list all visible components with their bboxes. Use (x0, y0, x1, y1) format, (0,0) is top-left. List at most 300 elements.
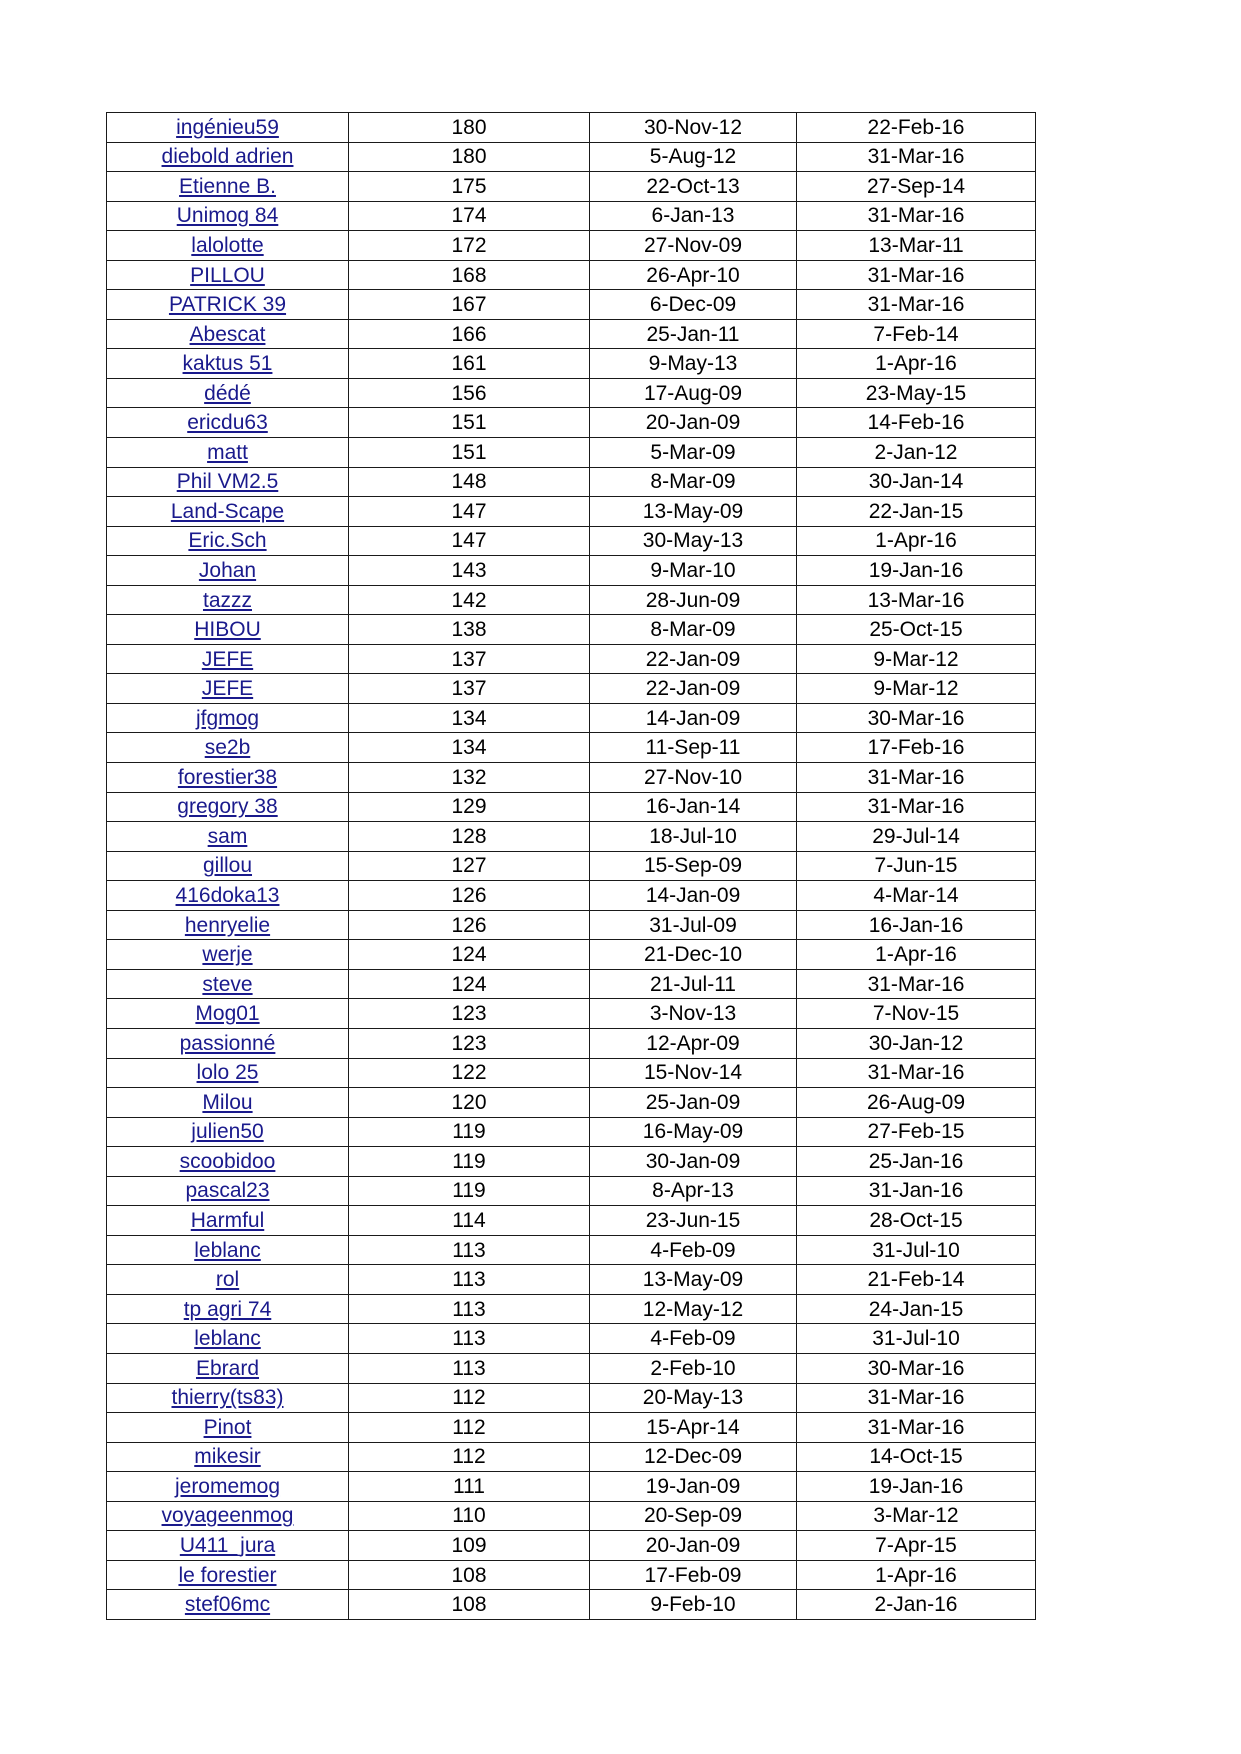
member-cell (107, 1442, 349, 1472)
first-post-date-cell: 8-Mar-09 (590, 615, 797, 645)
last-post-date-cell: 1-Apr-16 (797, 1560, 1036, 1590)
member-cell (107, 822, 349, 852)
member-cell (107, 615, 349, 645)
table-row (107, 1531, 1036, 1561)
member-cell (107, 1028, 349, 1058)
first-post-date-cell: 13-May-09 (590, 1265, 797, 1295)
first-post-date-cell: 21-Jul-11 (590, 969, 797, 999)
post-count-cell: 124 (349, 940, 590, 970)
first-post-date-cell: 4-Feb-09 (590, 1235, 797, 1265)
first-post-date-cell: 25-Jan-09 (590, 1088, 797, 1118)
post-count-cell: 161 (349, 349, 590, 379)
first-post-date-cell: 20-Jan-09 (590, 1531, 797, 1561)
last-post-date-cell: 28-Oct-15 (797, 1206, 1036, 1236)
first-post-date-cell: 19-Jan-09 (590, 1472, 797, 1502)
member-link[interactable]: Ebrard (195, 1356, 260, 1380)
post-count-cell: 156 (349, 378, 590, 408)
first-post-date-cell: 4-Feb-09 (590, 1324, 797, 1354)
post-count-cell: 108 (349, 1590, 590, 1620)
first-post-date-cell: 8-Apr-13 (590, 1176, 797, 1206)
first-post-date-cell: 15-Sep-09 (590, 851, 797, 881)
member-cell (107, 999, 349, 1029)
table-row (107, 733, 1036, 763)
first-post-date-cell: 15-Apr-14 (590, 1413, 797, 1443)
post-count-cell: 126 (349, 881, 590, 911)
first-post-date-cell: 9-Feb-10 (590, 1590, 797, 1620)
first-post-date-cell: 15-Nov-14 (590, 1058, 797, 1088)
first-post-date-cell: 17-Feb-09 (590, 1560, 797, 1590)
post-count-cell: 147 (349, 497, 590, 527)
member-link[interactable]: Milou (202, 1090, 253, 1114)
first-post-date-cell: 16-Jan-14 (590, 792, 797, 822)
last-post-date-cell: 29-Jul-14 (797, 822, 1036, 852)
first-post-date-cell: 31-Jul-09 (590, 910, 797, 940)
member-link[interactable]: pascal23 (185, 1179, 270, 1203)
table-row (107, 378, 1036, 408)
member-cell (107, 1058, 349, 1088)
member-cell (107, 526, 349, 556)
table-row (107, 910, 1036, 940)
last-post-date-cell: 22-Jan-15 (797, 497, 1036, 527)
member-link[interactable]: diebold adrien (161, 145, 294, 169)
member-cell (107, 378, 349, 408)
last-post-date-cell: 27-Feb-15 (797, 1117, 1036, 1147)
table-row (107, 1501, 1036, 1531)
last-post-date-cell: 27-Sep-14 (797, 172, 1036, 202)
first-post-date-cell: 26-Apr-10 (590, 260, 797, 290)
member-cell (107, 1294, 349, 1324)
post-count-cell: 129 (349, 792, 590, 822)
first-post-date-cell: 22-Jan-09 (590, 644, 797, 674)
member-link[interactable]: U411_jura (179, 1534, 276, 1558)
first-post-date-cell: 3-Nov-13 (590, 999, 797, 1029)
first-post-date-cell: 25-Jan-11 (590, 319, 797, 349)
post-count-cell: 128 (349, 822, 590, 852)
member-cell (107, 349, 349, 379)
first-post-date-cell: 9-Mar-10 (590, 556, 797, 586)
table-row (107, 1294, 1036, 1324)
member-link[interactable]: Mog01 (195, 1002, 260, 1026)
table-row (107, 881, 1036, 911)
member-cell (107, 940, 349, 970)
post-count-cell: 167 (349, 290, 590, 320)
post-count-cell: 112 (349, 1442, 590, 1472)
table-row (107, 408, 1036, 438)
post-count-cell: 112 (349, 1413, 590, 1443)
member-cell (107, 969, 349, 999)
table-row (107, 822, 1036, 852)
post-count-cell: 137 (349, 674, 590, 704)
table-row (107, 467, 1036, 497)
post-count-cell: 119 (349, 1176, 590, 1206)
last-post-date-cell: 31-Mar-16 (797, 201, 1036, 231)
first-post-date-cell: 22-Oct-13 (590, 172, 797, 202)
first-post-date-cell: 30-May-13 (590, 526, 797, 556)
table-row (107, 260, 1036, 290)
post-count-cell: 120 (349, 1088, 590, 1118)
last-post-date-cell: 14-Oct-15 (797, 1442, 1036, 1472)
member-cell (107, 1206, 349, 1236)
last-post-date-cell: 30-Jan-12 (797, 1028, 1036, 1058)
member-cell (107, 1117, 349, 1147)
post-count-cell: 151 (349, 408, 590, 438)
post-count-cell: 119 (349, 1147, 590, 1177)
last-post-date-cell: 1-Apr-16 (797, 526, 1036, 556)
last-post-date-cell: 31-Jan-16 (797, 1176, 1036, 1206)
post-count-cell: 112 (349, 1383, 590, 1413)
member-cell (107, 1531, 349, 1561)
member-link[interactable]: rol (215, 1268, 240, 1292)
last-post-date-cell: 23-May-15 (797, 378, 1036, 408)
table-row (107, 1147, 1036, 1177)
last-post-date-cell: 31-Mar-16 (797, 969, 1036, 999)
last-post-date-cell: 30-Jan-14 (797, 467, 1036, 497)
last-post-date-cell: 13-Mar-11 (797, 231, 1036, 261)
member-link[interactable]: sam (207, 824, 248, 848)
member-link[interactable]: mikesir (194, 1445, 261, 1469)
post-count-cell: 132 (349, 763, 590, 793)
member-link[interactable]: lolo 25 (196, 1061, 259, 1085)
member-cell (107, 792, 349, 822)
table-row (107, 1353, 1036, 1383)
table-row (107, 1265, 1036, 1295)
last-post-date-cell: 31-Mar-16 (797, 1058, 1036, 1088)
member-link[interactable]: Land-Scape (170, 499, 285, 523)
member-cell (107, 733, 349, 763)
first-post-date-cell: 23-Jun-15 (590, 1206, 797, 1236)
first-post-date-cell: 5-Mar-09 (590, 438, 797, 468)
table-row (107, 1028, 1036, 1058)
post-count-cell: 127 (349, 851, 590, 881)
first-post-date-cell: 20-Sep-09 (590, 1501, 797, 1531)
table-row (107, 556, 1036, 586)
post-count-cell: 126 (349, 910, 590, 940)
member-link[interactable]: jeromemog (174, 1474, 281, 1498)
member-cell (107, 201, 349, 231)
table-row (107, 1176, 1036, 1206)
post-count-cell: 124 (349, 969, 590, 999)
member-cell (107, 1235, 349, 1265)
post-count-cell: 175 (349, 172, 590, 202)
member-link[interactable]: scoobidoo (179, 1149, 276, 1173)
table-row (107, 113, 1036, 143)
post-count-cell: 142 (349, 585, 590, 615)
member-cell (107, 1147, 349, 1177)
member-link[interactable]: thierry(ts83) (171, 1386, 284, 1410)
member-link[interactable]: passionné (179, 1031, 276, 1055)
member-cell (107, 172, 349, 202)
last-post-date-cell: 19-Jan-16 (797, 1472, 1036, 1502)
member-link[interactable]: se2b (204, 736, 251, 760)
member-link[interactable]: Pinot (203, 1415, 252, 1439)
member-link[interactable]: julien50 (191, 1120, 264, 1144)
table-row (107, 1117, 1036, 1147)
post-count-cell: 108 (349, 1560, 590, 1590)
member-cell (107, 408, 349, 438)
table-row (107, 969, 1036, 999)
member-link[interactable]: henryelie (184, 913, 271, 937)
member-cell (107, 142, 349, 172)
member-link[interactable]: Phil VM2.5 (176, 470, 279, 494)
member-link[interactable]: dédé (204, 381, 251, 405)
member-cell (107, 1265, 349, 1295)
member-link[interactable]: Harmful (190, 1209, 265, 1232)
post-count-cell: 147 (349, 526, 590, 556)
post-count-cell: 168 (349, 260, 590, 290)
table-row (107, 763, 1036, 793)
member-link[interactable]: stef06mc (184, 1593, 271, 1617)
members-table (106, 112, 1036, 1620)
member-cell (107, 1472, 349, 1502)
post-count-cell: 134 (349, 733, 590, 763)
first-post-date-cell: 30-Jan-09 (590, 1147, 797, 1177)
last-post-date-cell: 31-Mar-16 (797, 792, 1036, 822)
table-row (107, 1442, 1036, 1472)
member-link[interactable]: PILLOU (190, 263, 265, 287)
table-row (107, 526, 1036, 556)
last-post-date-cell: 7-Feb-14 (797, 319, 1036, 349)
post-count-cell: 151 (349, 438, 590, 468)
post-count-cell: 113 (349, 1265, 590, 1295)
post-count-cell: 111 (349, 1472, 590, 1502)
post-count-cell: 119 (349, 1117, 590, 1147)
last-post-date-cell: 26-Aug-09 (797, 1088, 1036, 1118)
member-cell (107, 113, 349, 143)
member-cell (107, 1176, 349, 1206)
last-post-date-cell: 31-Mar-16 (797, 260, 1036, 290)
first-post-date-cell: 17-Aug-09 (590, 378, 797, 408)
post-count-cell: 138 (349, 615, 590, 645)
first-post-date-cell: 12-Dec-09 (590, 1442, 797, 1472)
member-cell (107, 1590, 349, 1620)
post-count-cell: 110 (349, 1501, 590, 1531)
table-row (107, 290, 1036, 320)
member-cell (107, 438, 349, 468)
last-post-date-cell: 25-Jan-16 (797, 1147, 1036, 1177)
member-link[interactable]: tazzz (202, 588, 252, 612)
last-post-date-cell: 2-Jan-16 (797, 1590, 1036, 1620)
last-post-date-cell: 24-Jan-15 (797, 1294, 1036, 1324)
member-link[interactable]: lalolotte (191, 233, 264, 257)
first-post-date-cell: 8-Mar-09 (590, 467, 797, 497)
post-count-cell: 113 (349, 1324, 590, 1354)
table-row (107, 1560, 1036, 1590)
member-cell (107, 910, 349, 940)
first-post-date-cell: 14-Jan-09 (590, 881, 797, 911)
table-row (107, 851, 1036, 881)
member-cell (107, 1413, 349, 1443)
member-link[interactable]: jfgmog (195, 706, 260, 730)
table-row (107, 674, 1036, 704)
member-link[interactable]: ingénieu59 (176, 115, 279, 139)
last-post-date-cell: 31-Mar-16 (797, 763, 1036, 793)
member-link[interactable]: werje (202, 943, 253, 967)
table-row (107, 1206, 1036, 1236)
last-post-date-cell: 1-Apr-16 (797, 349, 1036, 379)
last-post-date-cell: 17-Feb-16 (797, 733, 1036, 763)
post-count-cell: 123 (349, 999, 590, 1029)
last-post-date-cell: 31-Mar-16 (797, 1383, 1036, 1413)
table-row (107, 319, 1036, 349)
post-count-cell: 143 (349, 556, 590, 586)
member-cell (107, 467, 349, 497)
member-link[interactable]: Abescat (189, 322, 266, 346)
member-cell (107, 1324, 349, 1354)
member-cell (107, 497, 349, 527)
first-post-date-cell: 13-May-09 (590, 497, 797, 527)
first-post-date-cell: 14-Jan-09 (590, 703, 797, 733)
member-cell (107, 674, 349, 704)
first-post-date-cell: 11-Sep-11 (590, 733, 797, 763)
member-cell (107, 851, 349, 881)
member-cell (107, 231, 349, 261)
table-row (107, 999, 1036, 1029)
last-post-date-cell: 3-Mar-12 (797, 1501, 1036, 1531)
member-cell (107, 260, 349, 290)
last-post-date-cell: 25-Oct-15 (797, 615, 1036, 645)
table-row (107, 1324, 1036, 1354)
member-link[interactable]: gregory 38 (177, 795, 278, 819)
table-row (107, 1383, 1036, 1413)
last-post-date-cell: 31-Jul-10 (797, 1324, 1036, 1354)
first-post-date-cell: 27-Nov-09 (590, 231, 797, 261)
post-count-cell: 123 (349, 1028, 590, 1058)
table-row (107, 644, 1036, 674)
post-count-cell: 122 (349, 1058, 590, 1088)
table-row (107, 231, 1036, 261)
table-row (107, 1088, 1036, 1118)
post-count-cell: 180 (349, 113, 590, 143)
table-row (107, 1472, 1036, 1502)
table-row (107, 615, 1036, 645)
member-link[interactable]: Etienne B. (179, 174, 276, 198)
last-post-date-cell: 31-Mar-16 (797, 142, 1036, 172)
member-cell (107, 319, 349, 349)
last-post-date-cell: 21-Feb-14 (797, 1265, 1036, 1295)
last-post-date-cell: 19-Jan-16 (797, 556, 1036, 586)
member-cell (107, 644, 349, 674)
member-link[interactable]: leblanc (194, 1327, 261, 1351)
last-post-date-cell: 31-Mar-16 (797, 1413, 1036, 1443)
first-post-date-cell: 6-Dec-09 (590, 290, 797, 320)
post-count-cell: 180 (349, 142, 590, 172)
member-link[interactable]: forestier38 (177, 765, 278, 789)
post-count-cell: 174 (349, 201, 590, 231)
table-row (107, 172, 1036, 202)
member-link[interactable]: Johan (198, 558, 257, 582)
member-link[interactable]: matt (207, 440, 248, 464)
last-post-date-cell: 1-Apr-16 (797, 940, 1036, 970)
table-row (107, 497, 1036, 527)
member-link[interactable]: ericdu63 (187, 411, 268, 435)
table-row (107, 1413, 1036, 1443)
member-cell (107, 290, 349, 320)
first-post-date-cell: 6-Jan-13 (590, 201, 797, 231)
last-post-date-cell: 30-Mar-16 (797, 703, 1036, 733)
member-link[interactable]: PATRICK 39 (168, 293, 287, 317)
table-row (107, 792, 1036, 822)
table-row (107, 349, 1036, 379)
first-post-date-cell: 18-Jul-10 (590, 822, 797, 852)
member-cell (107, 1088, 349, 1118)
first-post-date-cell: 21-Dec-10 (590, 940, 797, 970)
member-cell (107, 1383, 349, 1413)
table-row (107, 438, 1036, 468)
first-post-date-cell: 5-Aug-12 (590, 142, 797, 172)
member-cell (107, 703, 349, 733)
member-link[interactable]: 416doka13 (175, 883, 280, 907)
first-post-date-cell: 27-Nov-10 (590, 763, 797, 793)
last-post-date-cell: 2-Jan-12 (797, 438, 1036, 468)
first-post-date-cell: 22-Jan-09 (590, 674, 797, 704)
first-post-date-cell: 2-Feb-10 (590, 1353, 797, 1383)
member-link[interactable]: steve (202, 972, 253, 996)
last-post-date-cell: 7-Nov-15 (797, 999, 1036, 1029)
last-post-date-cell: 9-Mar-12 (797, 644, 1036, 674)
table-row (107, 142, 1036, 172)
post-count-cell: 114 (349, 1206, 590, 1236)
table-row (107, 1235, 1036, 1265)
member-link[interactable]: JEFE (201, 647, 254, 671)
post-count-cell: 137 (349, 644, 590, 674)
last-post-date-cell: 9-Mar-12 (797, 674, 1036, 704)
member-link[interactable]: Unimog 84 (176, 204, 279, 228)
post-count-cell: 113 (349, 1235, 590, 1265)
member-link[interactable]: le forestier (178, 1563, 277, 1587)
last-post-date-cell: 4-Mar-14 (797, 881, 1036, 911)
post-count-cell: 172 (349, 231, 590, 261)
first-post-date-cell: 20-May-13 (590, 1383, 797, 1413)
table-row (107, 201, 1036, 231)
member-link[interactable]: tp agri 74 (183, 1297, 272, 1321)
post-count-cell: 134 (349, 703, 590, 733)
member-link[interactable]: HIBOU (194, 618, 261, 642)
post-count-cell: 113 (349, 1353, 590, 1383)
first-post-date-cell: 28-Jun-09 (590, 585, 797, 615)
table-row (107, 703, 1036, 733)
table-row (107, 585, 1036, 615)
last-post-date-cell: 7-Jun-15 (797, 851, 1036, 881)
member-link[interactable]: gillou (202, 854, 253, 878)
member-link[interactable]: Eric.Sch (188, 529, 267, 553)
member-cell (107, 763, 349, 793)
last-post-date-cell: 16-Jan-16 (797, 910, 1036, 940)
post-count-cell: 148 (349, 467, 590, 497)
first-post-date-cell: 20-Jan-09 (590, 408, 797, 438)
last-post-date-cell: 30-Mar-16 (797, 1353, 1036, 1383)
post-count-cell: 166 (349, 319, 590, 349)
member-link[interactable]: leblanc (194, 1238, 261, 1262)
member-link[interactable]: kaktus 51 (182, 352, 273, 376)
table-row (107, 1058, 1036, 1088)
last-post-date-cell: 7-Apr-15 (797, 1531, 1036, 1561)
last-post-date-cell: 13-Mar-16 (797, 585, 1036, 615)
last-post-date-cell: 31-Jul-10 (797, 1235, 1036, 1265)
member-cell (107, 1353, 349, 1383)
first-post-date-cell: 9-May-13 (590, 349, 797, 379)
member-cell (107, 1560, 349, 1590)
table-row (107, 1590, 1036, 1620)
member-cell (107, 556, 349, 586)
member-cell (107, 1501, 349, 1531)
member-link[interactable]: JEFE (201, 677, 254, 701)
table-row (107, 940, 1036, 970)
member-link[interactable]: voyageenmog (161, 1504, 294, 1528)
first-post-date-cell: 12-May-12 (590, 1294, 797, 1324)
member-cell (107, 585, 349, 615)
last-post-date-cell: 14-Feb-16 (797, 408, 1036, 438)
member-cell (107, 881, 349, 911)
